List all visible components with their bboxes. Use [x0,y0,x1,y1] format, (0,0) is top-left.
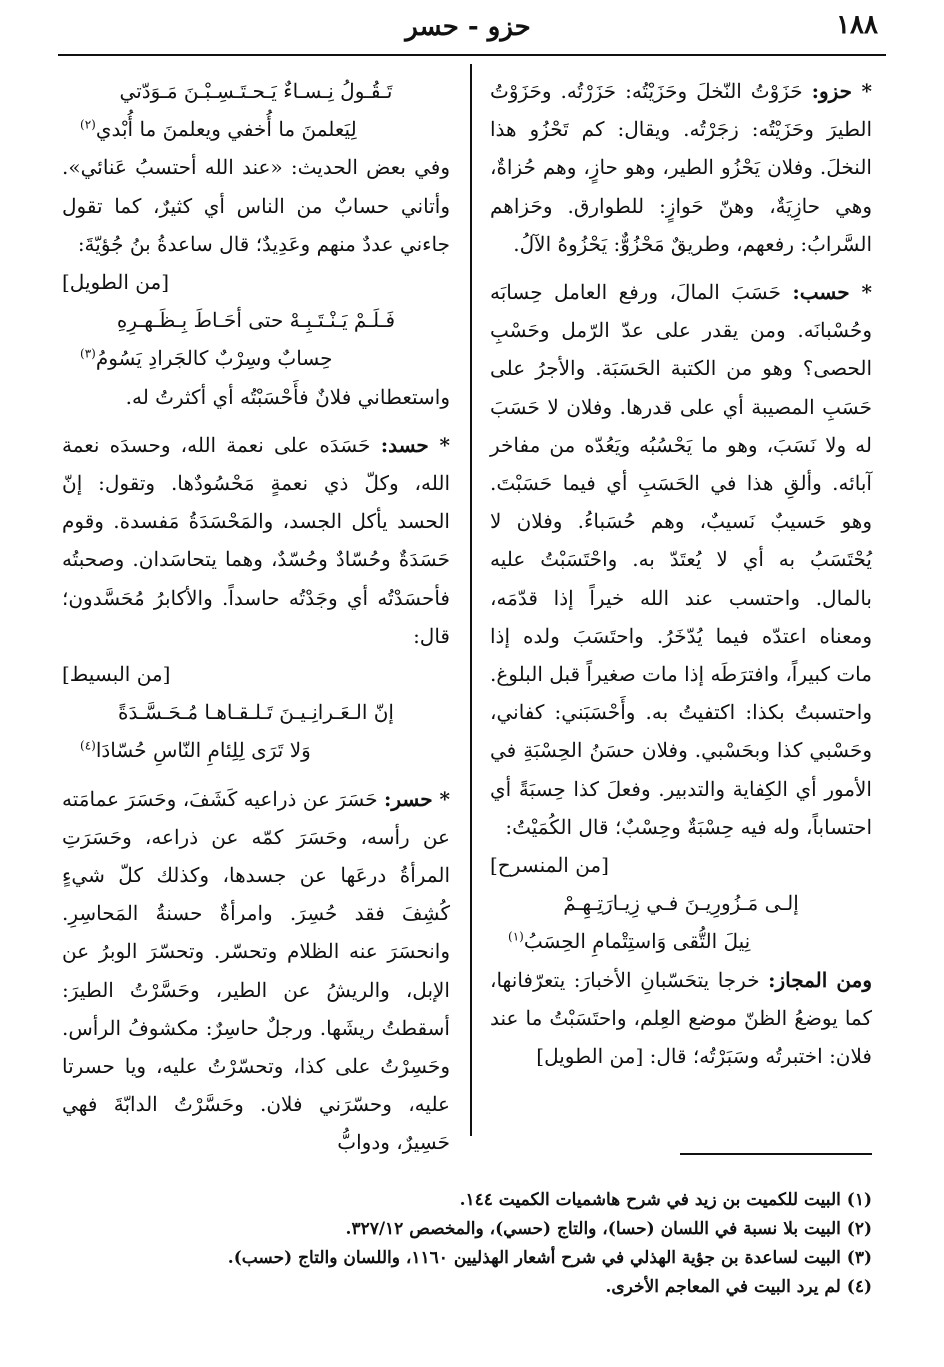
verse-line: إنّ الـعَـرانِـيـنَ تَـلـقـاهـا مُـحَـسَّـدَةً [118,700,394,725]
meter-label: [من الطويل] [62,270,170,295]
verse-line [62,110,450,148]
right-column [490,72,872,1075]
page-header [58,8,878,50]
verse-line: فَـلَـمْ يَـنْـتَـبِـهْ حتى أحَـاطَ بِـظَـهـرِهِ [116,308,396,333]
header-rule [58,54,886,56]
entry-hasad [62,426,450,655]
verse-line: إلـى مَـزُورِيـنَ فـي زِيـارَتِـهِـمْ [563,891,799,916]
left-column [62,72,450,1162]
running-head: حزو - حسر [405,12,531,42]
footnote-marker: (٣) [80,346,96,361]
meter-label: [من البسيط] [62,662,171,687]
verse-text: حِسابٌ وسِرْبٌ كالجَرادِ يَسُومُ [95,346,333,371]
headword: * حسب: [792,280,872,305]
headword: * حسد: [380,432,451,457]
entry-text: حَسَدَه على نعمة الله، وحسدَه نعمة الله، وكلّ ذي نعمةٍ مَحْسُودٌها. وتقول: إنّ الحسد يأكل الجسد، والمَحْسَدَةُ مَفسدة. وقوم حَسَدَةٌ وحُسّادٌ وحُسّدٌ، وهما يتحاسَدان. وصحبتُه فأحسَدْتُه أي وجَدْتُه حاسداً. والأكابرُ مُحَسَّدون؛ قال: [62,432,450,648]
footnote: (٣) البيت لساعدة بن جؤية الهذلي في شرح أشعار الهذليين ١١٦٠، واللسان والتاج (حسب). [227,1248,872,1268]
entry-hasb [490,273,872,846]
meter-label: [من المنسرح] [490,853,609,878]
verse-text: وَلا تَرَى لِلِئامِ النّاسِ حُسّادَا [95,738,311,763]
entry-text: وفي بعض الحديث: «عند الله أحتسبُ عَنائي». وأتاني حسابٌ من الناس أي كثيرٌ، كما تقول جاءني عددٌ منهم وعَدِيدٌ؛ قال ساعدةُ بنُ جُؤيّةَ: [62,155,450,256]
verse-text: نِيلَ التُّقى وَاستِتْمامِ الحِسَبُ [523,929,751,954]
entry-hazw [490,72,872,263]
footnote: (١) البيت للكميت بن زيد في شرح هاشميات الكميت ١٤٤. [459,1190,872,1210]
entry-hasar [62,780,450,1162]
footnote-marker: (٢) [80,117,96,132]
paragraph [62,148,450,263]
footnotes [80,1186,872,1302]
verse-line [62,731,450,769]
entry-text: حَسَبَ المالَ، ورفع العامل حِسابَه وحُسْبانَه. ومن يقدر على عدّ الرّمل وحَسْبِ الحصى؟ وهو من الكتبة الحَسَبَة. والأجرُ على حَسَبِ المصيبة أي على قدرها. وفلان لا حَسَبَ له ولا نَسَبَ، وهو ما يَحْسُبُه ويَعُدّه من مفاخر آبائه. وألقِ هذا في الحَسَبِ أي فيما حَسَبْتَ. وهو حَسيبٌ نَسيبٌ، وهم حُسَباءُ. وفلان لا يُحْتَسَبُ به أي لا يُعتَدّ به. واحْتَسَبْتُ عليه بالمال. واحتسب عند الله خيراً إذا قدّمَه، ومعناه اعتدّه فيما يُدّخَرُ. واحتَسَبَ ولده إذا مات كبيراً، وافترَطَه إذا مات صغيراً قبل البلوغ. واحتسبتُ بكذا: اكتفيتُ به. وأَحْسَبَني: كفاني، وحَسْبي كذا وبحَسْبي. وفلان حسَنُ الحِسْبَةِ في الأمور أي الكِفاية والتدبير. وفعلَ كذا حِسبَةً أي احتساباً، وله فيه حِسْبَةٌ وحِسْبٌ؛ قال الكُمَيْتُ: [490,280,872,839]
entry-text: حَسَرَ عن ذراعيه كَشَفَ، وحَسَرَ عمامَته عن رأسه، وحَسَرَ كمّه عن ذراعه، وحَسَرَتِ المرأةُ درعَها عن جسدها، وكذلك كلّ شيءٍ كُشِفَ فقد حُسِرَ. وامرأةٌ حسنةُ المَحاسِرِ. وانحسَرَ عنه الظلام وتحسّر. وتحسّرَ الوبرُ عن الإبل، والريشُ عن الطير، وحَسَّرْتُ الطيرَ: أسقطتُ ريشَها. ورجلٌ حاسِرٌ: مكشوفُ الرأس. وحَسِرْتُ على كذا، وتحسّرْتُ عليه، ويا حسرتا عليه، وحسّرَني فلان. وحَسَّرْتُ الدابّةَ فهي حَسِيرٌ، ودوابُّ [62,786,450,1155]
column-divider [470,64,472,1136]
footnote: (٤) لم يرد البيت في المعاجم الأخرى. [605,1277,872,1297]
footnote: (٢) البيت بلا نسبة في اللسان (حسا)، والتاج (حسي)، والمخصص ٣٢٧/١٢. [345,1219,872,1239]
headword: ومن المجاز: [768,967,872,992]
footnote-rule [680,1153,872,1155]
headword: * حسر: [383,786,450,811]
paragraph [62,378,450,416]
entry-text: واستعطاني فلانٌ فأَحْسَبْتُه أي أكثرتُ له. [125,384,450,409]
majaz-paragraph [490,961,872,1076]
verse-text: لِيَعلمنَ ما أُخفي ويعلمنَ ما أُبْدي [95,117,357,142]
entry-text: حَزَوْتُ النّخلَ وحَزَيْتُه: حَزَرْتُه. وحَزَوْتُ الطيرَ وحَزَيْتُه: زجَرْتُه. ويقال: كم تَحْزُو هذا النخلَ. وفلان يَحْزُو الطير، وهو حازٍ، وهم حُزاةٌ، وهي حازِيَةٌ، وهنّ حَوازٍ: للطوارق. وحَزاهم السَّرابُ: رفعهم، وطريقٌ مَحْزُوٌّ: يَحْزُوهُ الآلُ. [490,79,872,256]
entry-text: خرجا يتحَسّبانِ الأخبارَ: يتعرّفانها، كما يوضعُ الظنّ موضع العِلم، واحتَسَبْتُ ما عند فلان: اختبرتُه وسَبَرْتُه؛ قال: [من الطويل] [490,967,872,1069]
footnote-marker: (١) [508,929,524,944]
verse-line [490,922,872,960]
verse-line [62,339,450,377]
footnote-marker: (٤) [80,738,96,753]
headword: * حزو: [811,79,872,103]
page-number: ١٨٨ [836,10,878,40]
verse-line: تَـقُـولُ نِـسـاءٌ يَـحـتَـسِـبْـنَ مَـوَدّتي [119,79,393,103]
